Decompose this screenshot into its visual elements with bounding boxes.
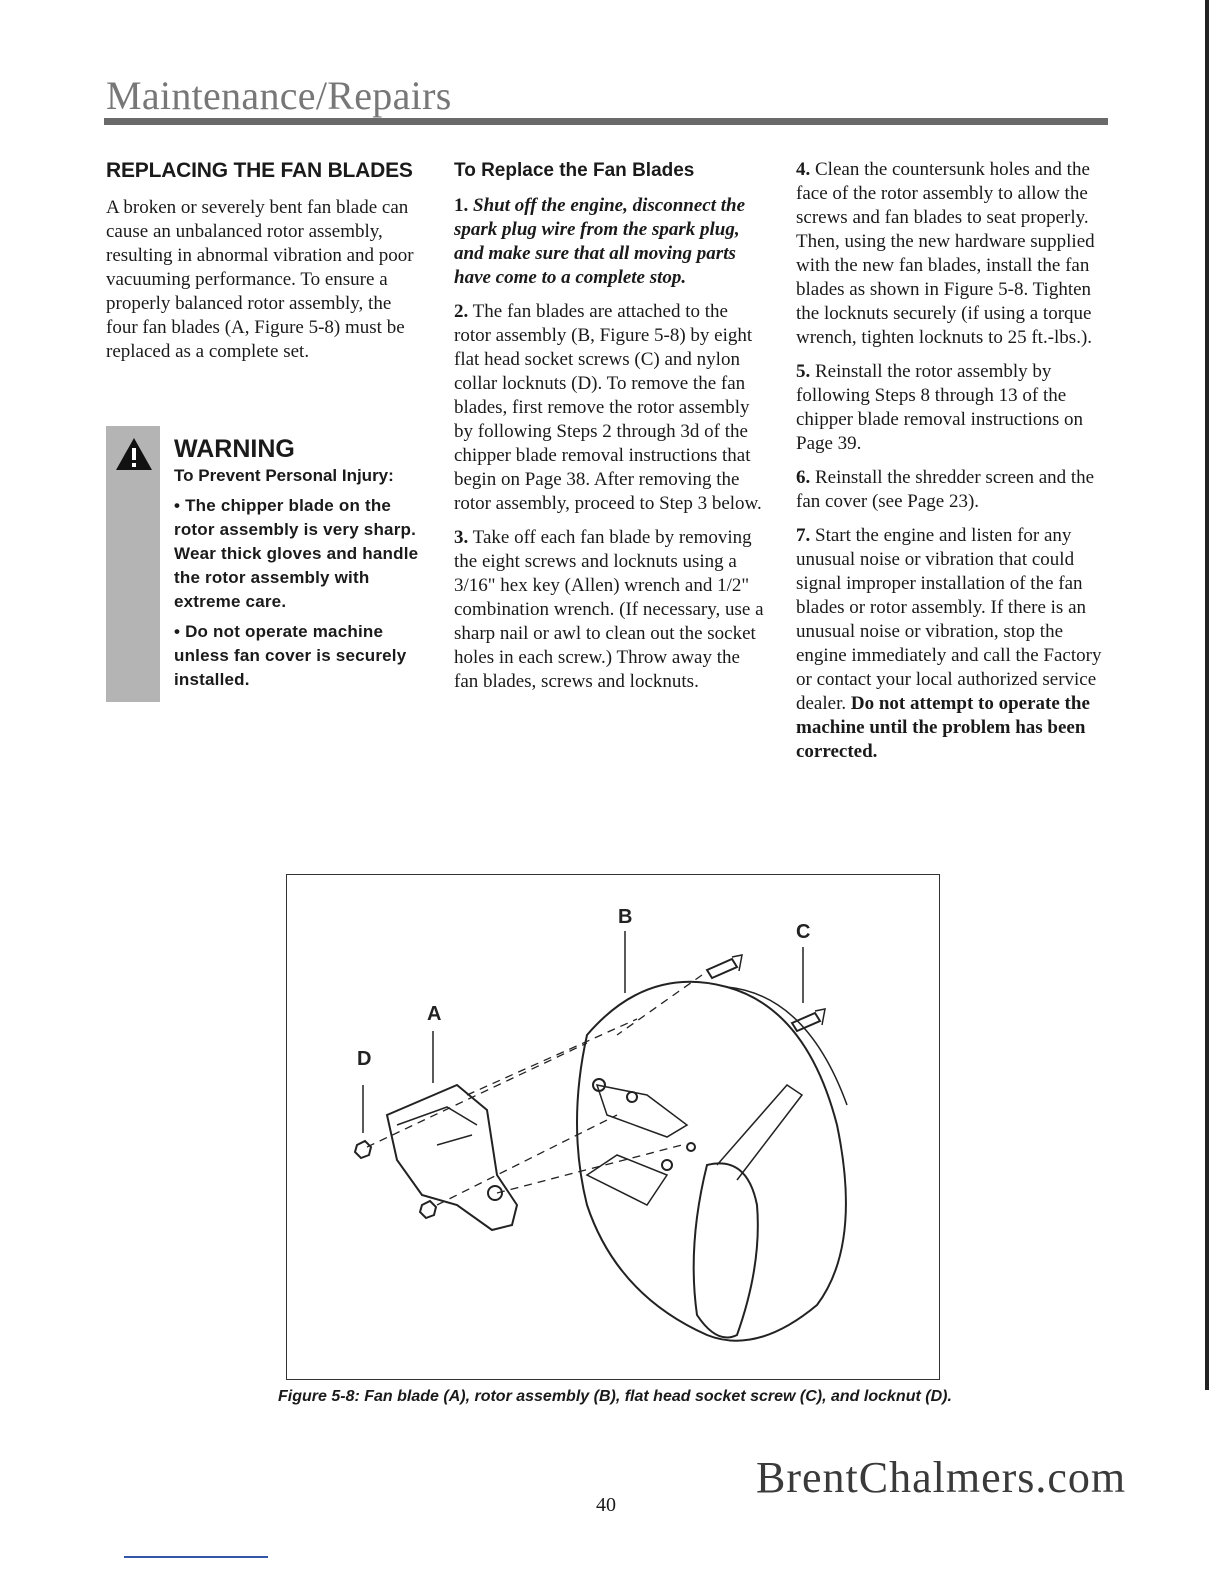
- figure-5-8: [286, 874, 940, 1380]
- warning-triangle-icon: [114, 436, 154, 472]
- label-d: D: [357, 1048, 372, 1070]
- step-4: [796, 158, 1110, 350]
- section-heading: REPLACING THE FAN BLADES: [106, 159, 413, 182]
- page-number: 40: [596, 1494, 616, 1516]
- label-b: B: [618, 906, 633, 928]
- step-text: Reinstall the shredder screen and the fan cover (see Page 23).: [796, 467, 1095, 512]
- warning-bar: [106, 426, 160, 702]
- warning-box: [106, 426, 426, 702]
- bottom-rule: [124, 1556, 268, 1558]
- watermark: BrentChalmers.com: [756, 1453, 1127, 1502]
- step-text: Shut off the engine, disconnect the spark plug wire from the spark plug, and make sure that all moving parts have come to a complete stop.: [454, 195, 746, 288]
- page-title: Maintenance/Repairs: [106, 73, 452, 118]
- title-rule: [104, 118, 1108, 125]
- label-c: C: [796, 921, 811, 943]
- warning-title: WARNING: [174, 435, 295, 463]
- step-bold-warning: Do not attempt to operate the machine until the problem has been corrected.: [796, 693, 1090, 762]
- column-3: [796, 158, 1110, 774]
- step-1: [454, 194, 764, 290]
- step-text: Clean the countersunk holes and the face of the rotor assembly to allow the screws and fan blades to seat properly. Then, using the new hardware supplied with the new fan blades, install the fan blades as shown in Figure 5-8. Tighten the locknuts securely (if using a torque wrench, tighten locknuts to 25 ft.-lbs.).: [796, 159, 1095, 348]
- locknut-d-1: [355, 1141, 371, 1158]
- column-1: [106, 158, 418, 374]
- step-number: 4.: [796, 159, 811, 180]
- label-a: A: [427, 1003, 442, 1025]
- warning-subtitle: To Prevent Personal Injury:: [174, 466, 394, 485]
- warning-item: • Do not operate machine unless fan cover is securely installed.: [174, 622, 407, 689]
- step-text: Start the engine and listen for any unusual noise or vibration that could signal improper installation of the fan blades or rotor assembly. If there is an unusual noise or vibration, stop the engine immediately and call the Factory or contact your local authorized service dealer.: [796, 525, 1102, 714]
- step-number: 6.: [796, 467, 811, 488]
- step-text: The fan blades are attached to the rotor assembly (B, Figure 5-8) by eight flat head socket screws (C) and nylon collar locknuts (D). To remove the fan blades, first remove the rotor assembly by following Steps 2 through 3d of the chipper blade removal instructions that begin on Page 38. After removing the rotor assembly, proceed to Step 3 below.: [454, 301, 762, 514]
- warning-text: [174, 434, 424, 698]
- step-number: 2.: [454, 301, 469, 322]
- warning-item: • The chipper blade on the rotor assembly is very sharp. Wear thick gloves and handle the rotor assembly with extreme care.: [174, 496, 419, 611]
- screw-c-1: [707, 959, 737, 978]
- inner-fan-blade: [694, 1163, 758, 1337]
- procedure-heading: To Replace the Fan Blades: [454, 160, 695, 181]
- intro-paragraph: A broken or severely bent fan blade can cause an unbalanced rotor assembly, resulting in abnormal vibration and poor vacuuming performance. To ensure a properly balanced rotor assembly, the four fan blades (A, Figure 5-8) must be replaced as a complete set.: [106, 197, 414, 362]
- step-text: Take off each fan blade by removing the eight screws and locknuts using a 3/16" hex key (Allen) wrench and 1/2" combination wrench. (If necessary, use a sharp nail or awl to clean out the socket holes in each screw.) Throw away the fan blades, screws and locknuts.: [454, 527, 764, 692]
- step-2: [454, 300, 764, 516]
- column-2: [454, 158, 764, 704]
- locknut-d-2: [420, 1201, 436, 1218]
- fan-blade-diagram: [287, 875, 939, 1379]
- page-edge-shadow: [1205, 0, 1209, 1390]
- step-number: 3.: [454, 527, 469, 548]
- screw-c-2: [792, 1013, 820, 1031]
- step-number: 7.: [796, 525, 811, 546]
- step-number: 5.: [796, 361, 811, 382]
- step-5: [796, 360, 1110, 456]
- figure-caption: Figure 5-8: Fan blade (A), rotor assembly (B), flat head socket screw (C), and locknut (D).: [278, 1388, 952, 1405]
- step-6: [796, 466, 1110, 514]
- rotor-assembly-disc: [577, 982, 846, 1341]
- fan-blade-a: [387, 1085, 517, 1230]
- step-3: [454, 526, 764, 694]
- step-text: Reinstall the rotor assembly by following Steps 8 through 13 of the chipper blade removal instructions on Page 39.: [796, 361, 1084, 454]
- step-7: [796, 524, 1110, 764]
- step-number: 1.: [454, 195, 469, 216]
